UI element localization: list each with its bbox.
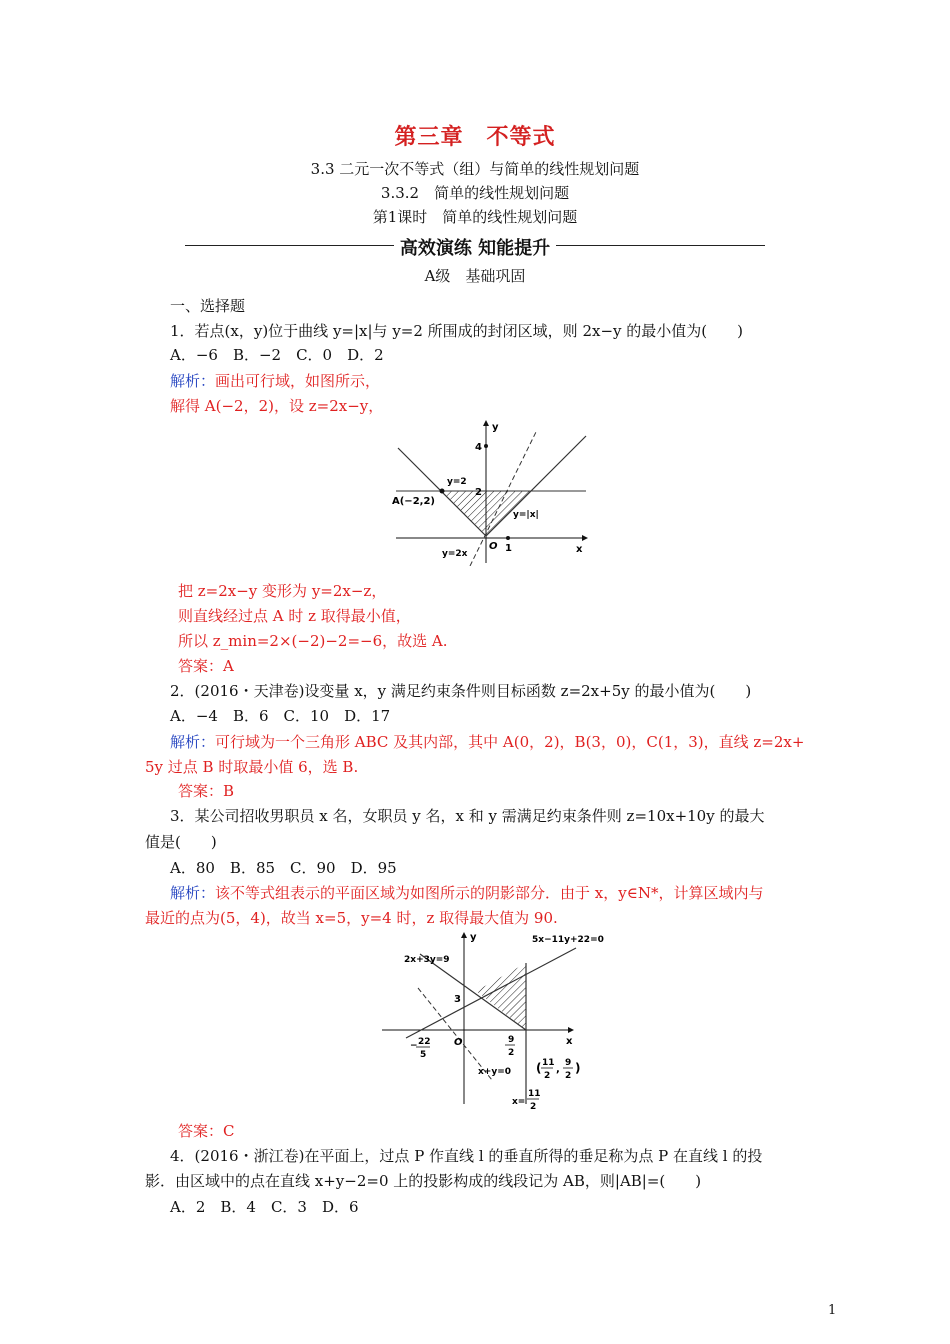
fig1-tick-1: 1 [505, 543, 512, 554]
fig2-neg22-num: 22 [418, 1037, 431, 1047]
q3-analysis-text-1: 该不等式组表示的平面区域为如图所示的阴影部分．由于 x，y∈N*，计算区域内与 [215, 884, 764, 902]
fig2-neg22-den: 5 [420, 1050, 427, 1060]
practice-banner [185, 234, 765, 258]
tick-4-dot [484, 444, 488, 448]
tick-1-dot [506, 536, 510, 540]
fig1-label-yabs: y=|x| [513, 510, 539, 520]
y-axis-2-arrow [461, 932, 467, 938]
fig1-label-A: A(−2,2) [392, 496, 435, 507]
fig2-comma: , [556, 1064, 560, 1075]
fig2-pt-b-num: 9 [565, 1058, 572, 1068]
fig2-label-xy0: x+y=0 [478, 1067, 512, 1077]
q2-analysis-text-1: 可行域为一个三角形 ABC 及其内部，其中 A(0，2)，B(3，0)，C(1，3)，直线 z=2x+ [215, 733, 805, 751]
fig1-x-axis-label: x [576, 544, 583, 555]
q3-analysis-label: 解析： [170, 884, 216, 902]
figure-2 [380, 928, 620, 1110]
q1-analysis-line-4: 则直线经过点 A 时 z 取得最小值， [178, 607, 411, 625]
q1-analysis-label: 解析： [170, 372, 216, 390]
fig2-paren-close: ) [575, 1061, 581, 1075]
q1-analysis-text-1: 画出可行域，如图所示， [215, 372, 381, 390]
fig1-y-axis-label: y [492, 422, 499, 433]
fig1-origin: O [489, 541, 498, 552]
level-heading: A级 基础巩固 [424, 267, 526, 285]
page-number: 1 [828, 1303, 837, 1318]
banner-text: 高效演练 知能提升 [394, 238, 556, 259]
fig2-paren-open: ( [536, 1061, 542, 1075]
fig2-y-axis-label: y [470, 932, 477, 943]
fig2-pt-b-den: 2 [565, 1071, 572, 1081]
figure-2-svg [380, 928, 620, 1110]
fig2-x112-num: 11 [528, 1089, 541, 1099]
section-title: 3.3 二元一次不等式（组）与简单的线性规划问题 [310, 160, 640, 178]
q3-analysis-line-1 [170, 882, 763, 903]
fig2-x-axis-label: x [566, 1036, 573, 1047]
q1-stem: 1．若点(x，y)位于曲线 y=|x|与 y=2 所围成的封闭区域，则 2x−y 的最小值为( ) [170, 322, 743, 340]
fig2-92-den: 2 [508, 1048, 515, 1058]
fig2-tick-3: 3 [454, 994, 461, 1005]
q2-answer: 答案：B [178, 782, 235, 800]
q2-stem: 2．(2016・天津卷)设变量 x，y 满足约束条件则目标函数 z=2x+5y 的最小值为( ) [170, 682, 752, 700]
fig1-tick-4: 4 [475, 442, 482, 453]
fig2-label-line1: 5x−11y+22=0 [532, 935, 604, 945]
chapter-title: 第三章 不等式 [394, 124, 556, 150]
q4-options: A．2 B．4 C．3 D．6 [170, 1198, 359, 1216]
fig2-92-num: 9 [508, 1035, 515, 1045]
q3-analysis-line-2: 最近的点为(5，4)，故当 x=5，y=4 时，z 取得最大值为 90. [145, 909, 558, 927]
q1-options: A．−6 B．−2 C．0 D．2 [170, 346, 384, 364]
q2-analysis-line-2: 5y 过点 B 时取最小值 6，选 B. [145, 758, 359, 776]
q2-analysis-line-1 [170, 731, 804, 752]
q3-answer: 答案：C [178, 1122, 235, 1140]
fig2-neg-sign: − [410, 1041, 418, 1051]
q3-stem-line-1: 3．某公司招收男职员 x 名，女职员 y 名，x 和 y 需满足约束条件则 z=10x+10y 的最大 [170, 807, 765, 825]
q1-analysis-line-1 [170, 370, 380, 391]
y-axis-arrow [483, 420, 489, 426]
q3-stem-line-2: 值是( ) [145, 833, 217, 851]
part-heading: 一、选择题 [170, 297, 246, 315]
q1-analysis-line-5: 所以 z_min=2×(−2)−2=−6，故选 A. [178, 632, 448, 650]
q2-analysis-label: 解析： [170, 733, 216, 751]
figure-1-svg [390, 418, 590, 566]
fig1-label-y2: y=2 [447, 477, 467, 487]
subsection-title: 3.3.2 简单的线性规划问题 [380, 184, 570, 202]
lesson-title: 第1课时 简单的线性规划问题 [372, 208, 578, 226]
fig1-tick-2: 2 [475, 487, 482, 498]
q1-answer: 答案：A [178, 657, 234, 675]
q4-stem-line-2: 影．由区域中的点在直线 x+y−2=0 上的投影构成的线段记为 AB，则|AB|=( ) [145, 1172, 702, 1190]
q1-analysis-line-2: 解得 A(−2，2)，设 z=2x−y， [170, 397, 384, 415]
q3-options: A．80 B．85 C．90 D．95 [170, 859, 397, 877]
fig2-pt-a-den: 2 [544, 1071, 551, 1081]
fig2-label-line2: 2x+3y=9 [404, 955, 450, 965]
fig2-pt-a-num: 11 [542, 1058, 555, 1068]
fig2-x112-pre: x= [512, 1097, 526, 1107]
x-axis-2-arrow [568, 1027, 574, 1033]
x-axis-arrow [582, 535, 588, 541]
q2-options: A．−4 B．6 C．10 D．17 [170, 707, 391, 725]
point-A [440, 489, 445, 494]
figure-1 [390, 418, 590, 566]
fig2-origin: O [454, 1037, 463, 1048]
fig1-label-y2x: y=2x [442, 549, 468, 559]
q4-stem-line-1: 4．(2016・浙江卷)在平面上，过点 P 作直线 l 的垂直所得的垂足称为点 P 在直线 l 的投 [170, 1147, 763, 1165]
q1-analysis-line-3: 把 z=2x−y 变形为 y=2x−z， [178, 582, 387, 600]
line-y-abs-right [486, 436, 586, 536]
fig2-x112-den: 2 [530, 1102, 537, 1110]
